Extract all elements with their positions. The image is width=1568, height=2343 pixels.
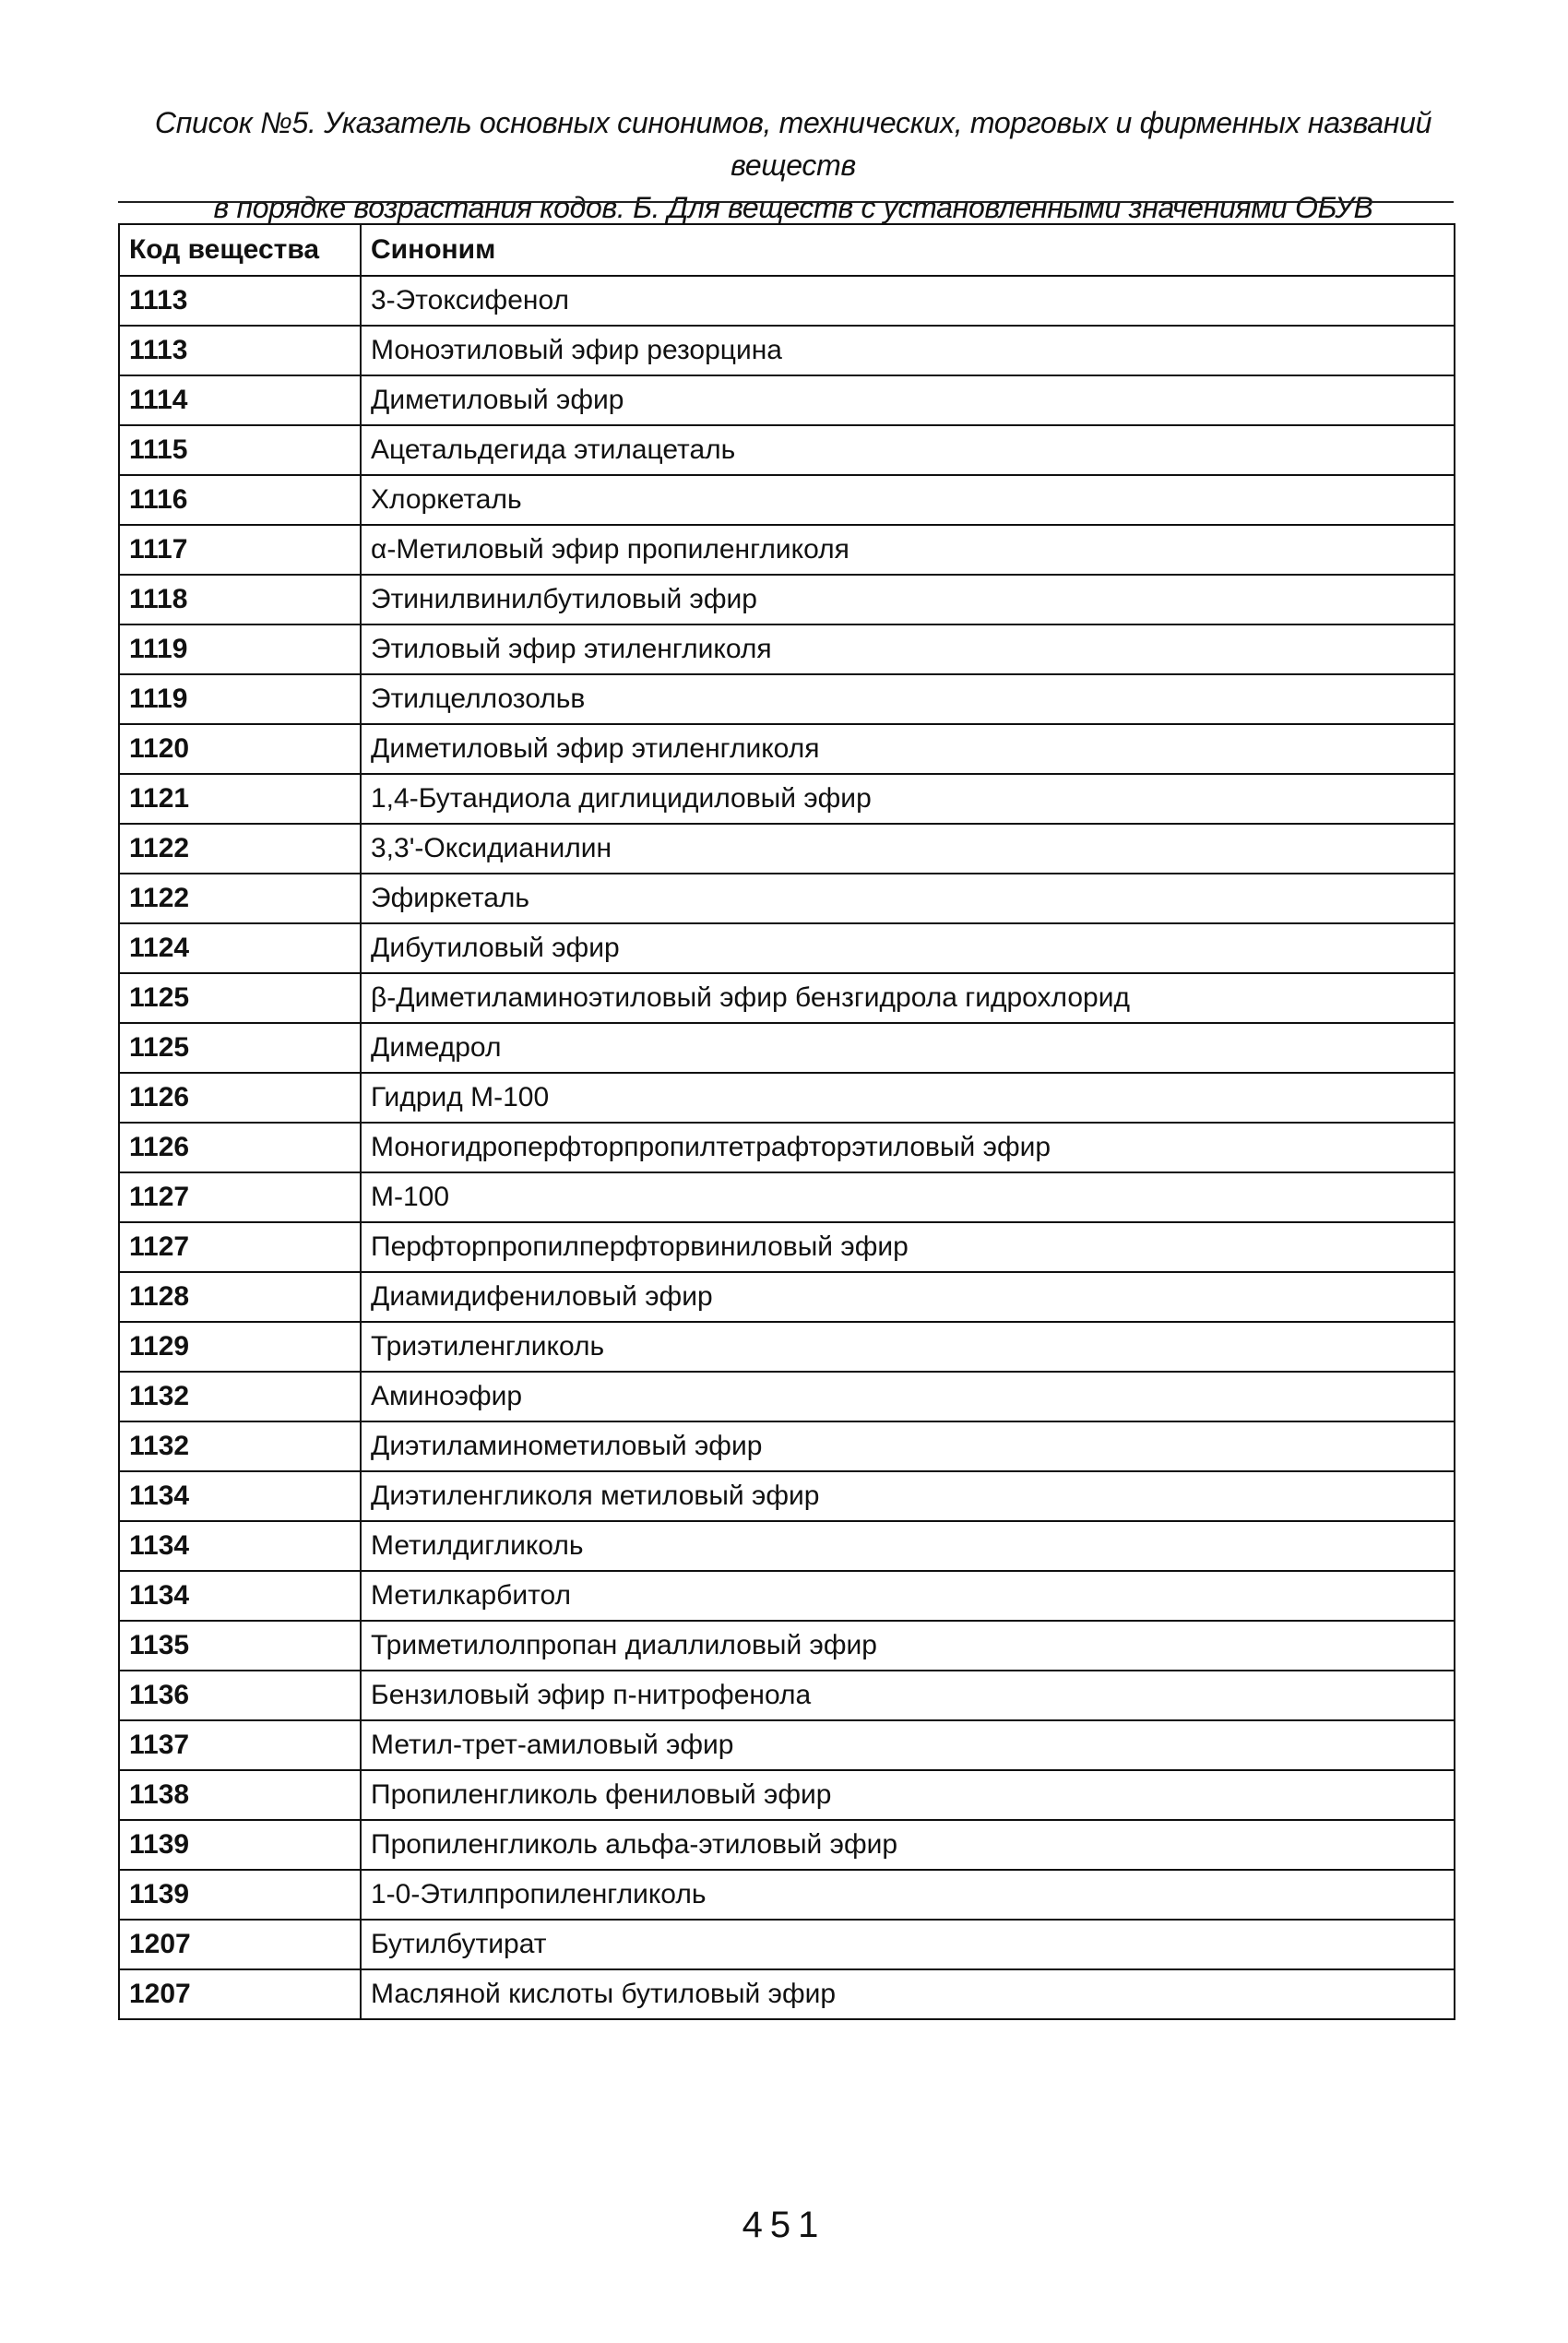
substance-code-cell: 1115 (119, 425, 361, 475)
substance-code-cell: 1124 (119, 923, 361, 973)
table-row (119, 1720, 1455, 1770)
substance-code-cell: 1134 (119, 1471, 361, 1521)
substance-code-cell: 1125 (119, 1023, 361, 1073)
substance-code-cell: 1128 (119, 1272, 361, 1322)
table-row (119, 923, 1455, 973)
synonym-cell: 1-0-Этилпропиленгликоль (361, 1870, 1455, 1920)
synonyms-table (118, 223, 1455, 2020)
header-line-2: в порядке возрастания кодов. Б. Для веществ с установленными значениями ОБУВ (213, 191, 1373, 224)
synonym-cell: Этиловый эфир этиленгликоля (361, 624, 1455, 674)
substance-code-cell: 1117 (119, 525, 361, 575)
table-row (119, 1372, 1455, 1421)
synonym-cell: 3-Этоксифенол (361, 276, 1455, 326)
synonym-cell: Дибутиловый эфир (361, 923, 1455, 973)
synonym-cell: Этинилвинилбутиловый эфир (361, 575, 1455, 624)
synonym-cell: Этилцеллозольв (361, 674, 1455, 724)
synonym-cell: 3,3'-Оксидианилин (361, 824, 1455, 874)
table-row (119, 1073, 1455, 1123)
substance-code-cell: 1207 (119, 1920, 361, 1969)
table-row (119, 575, 1455, 624)
column-header-code: Код вещества (119, 224, 361, 276)
table-row (119, 1272, 1455, 1322)
substance-code-cell: 1121 (119, 774, 361, 824)
page-number: 451 (742, 2205, 826, 2245)
table-header-row (119, 224, 1455, 276)
header-line-1: Список №5. Указатель основных синонимов, технических, торговых и фирменных названий веществ (154, 106, 1432, 182)
substance-code-cell: 1119 (119, 674, 361, 724)
synonym-cell: Ацетальдегида этилацеталь (361, 425, 1455, 475)
table-row (119, 874, 1455, 923)
substance-code-cell: 1113 (119, 326, 361, 375)
substance-code-cell: 1119 (119, 624, 361, 674)
substance-code-cell: 1127 (119, 1222, 361, 1272)
substance-code-cell: 1120 (119, 724, 361, 774)
substance-code-cell: 1114 (119, 375, 361, 425)
table-row (119, 525, 1455, 575)
substance-code-cell: 1134 (119, 1521, 361, 1571)
synonym-cell: Метил-трет-амиловый эфир (361, 1720, 1455, 1770)
table-row (119, 973, 1455, 1023)
table-row (119, 425, 1455, 475)
header-divider (118, 201, 1454, 203)
substance-code-cell: 1138 (119, 1770, 361, 1820)
table-row (119, 1471, 1455, 1521)
substance-code-cell: 1207 (119, 1969, 361, 2019)
table-row (119, 824, 1455, 874)
table-row (119, 724, 1455, 774)
synonym-cell: Масляной кислоты бутиловый эфир (361, 1969, 1455, 2019)
substance-code-cell: 1139 (119, 1820, 361, 1870)
table-row (119, 326, 1455, 375)
table-row (119, 1920, 1455, 1969)
table-row (119, 624, 1455, 674)
table-row (119, 375, 1455, 425)
synonym-cell: Бутилбутират (361, 1920, 1455, 1969)
synonym-cell: Хлоркеталь (361, 475, 1455, 525)
synonym-cell: М-100 (361, 1172, 1455, 1222)
table-row (119, 1222, 1455, 1272)
substance-code-cell: 1134 (119, 1571, 361, 1621)
substance-code-cell: 1118 (119, 575, 361, 624)
table-row (119, 1969, 1455, 2019)
table-row (119, 1820, 1455, 1870)
substance-code-cell: 1129 (119, 1322, 361, 1372)
table-body (119, 276, 1455, 2019)
synonym-cell: Гидрид М-100 (361, 1073, 1455, 1123)
synonym-cell: Диэтиламинометиловый эфир (361, 1421, 1455, 1471)
table-row (119, 1421, 1455, 1471)
table-row (119, 774, 1455, 824)
synonym-cell: Диметиловый эфир этиленгликоля (361, 724, 1455, 774)
synonym-cell: Перфторпропилперфторвиниловый эфир (361, 1222, 1455, 1272)
substance-code-cell: 1139 (119, 1870, 361, 1920)
synonym-cell: Метилкарбитол (361, 1571, 1455, 1621)
table-row (119, 674, 1455, 724)
substance-code-cell: 1125 (119, 973, 361, 1023)
synonym-cell: 1,4-Бутандиола диглицидиловый эфир (361, 774, 1455, 824)
synonym-cell: Триметилолпропан диаллиловый эфир (361, 1621, 1455, 1671)
substance-code-cell: 1132 (119, 1372, 361, 1421)
table-row (119, 1770, 1455, 1820)
synonym-cell: Диэтиленгликоля метиловый эфир (361, 1471, 1455, 1521)
substance-code-cell: 1126 (119, 1123, 361, 1172)
synonym-cell: Димедрол (361, 1023, 1455, 1073)
substance-code-cell: 1122 (119, 824, 361, 874)
synonym-cell: Моноэтиловый эфир резорцина (361, 326, 1455, 375)
synonym-cell: Триэтиленгликоль (361, 1322, 1455, 1372)
table-row (119, 1621, 1455, 1671)
table-row (119, 1023, 1455, 1073)
synonym-cell: Аминоэфир (361, 1372, 1455, 1421)
table-row (119, 276, 1455, 326)
table-row (119, 1172, 1455, 1222)
substance-code-cell: 1132 (119, 1421, 361, 1471)
synonym-cell: Метилдигликоль (361, 1521, 1455, 1571)
column-header-synonym: Синоним (361, 224, 1455, 276)
substance-code-cell: 1136 (119, 1671, 361, 1720)
table-row (119, 1671, 1455, 1720)
substance-code-cell: 1122 (119, 874, 361, 923)
page-header (129, 101, 1457, 229)
synonym-cell: Бензиловый эфир п-нитрофенола (361, 1671, 1455, 1720)
synonym-cell: β-Диметиламиноэтиловый эфир бензгидрола гидрохлорид (361, 973, 1455, 1023)
substance-code-cell: 1116 (119, 475, 361, 525)
synonym-cell: Диамидифениловый эфир (361, 1272, 1455, 1322)
table-row (119, 1521, 1455, 1571)
substance-code-cell: 1137 (119, 1720, 361, 1770)
substance-code-cell: 1113 (119, 276, 361, 326)
synonym-cell: Диметиловый эфир (361, 375, 1455, 425)
substance-code-cell: 1127 (119, 1172, 361, 1222)
table-row (119, 1571, 1455, 1621)
table-row (119, 1870, 1455, 1920)
table-row (119, 475, 1455, 525)
synonym-cell: α-Метиловый эфир пропиленгликоля (361, 525, 1455, 575)
table-row (119, 1322, 1455, 1372)
substance-code-cell: 1135 (119, 1621, 361, 1671)
synonym-cell: Моногидроперфторпропилтетрафторэтиловый эфир (361, 1123, 1455, 1172)
synonym-cell: Пропиленгликоль фениловый эфир (361, 1770, 1455, 1820)
table-row (119, 1123, 1455, 1172)
synonym-cell: Эфиркеталь (361, 874, 1455, 923)
synonym-cell: Пропиленгликоль альфа-этиловый эфир (361, 1820, 1455, 1870)
substance-code-cell: 1126 (119, 1073, 361, 1123)
